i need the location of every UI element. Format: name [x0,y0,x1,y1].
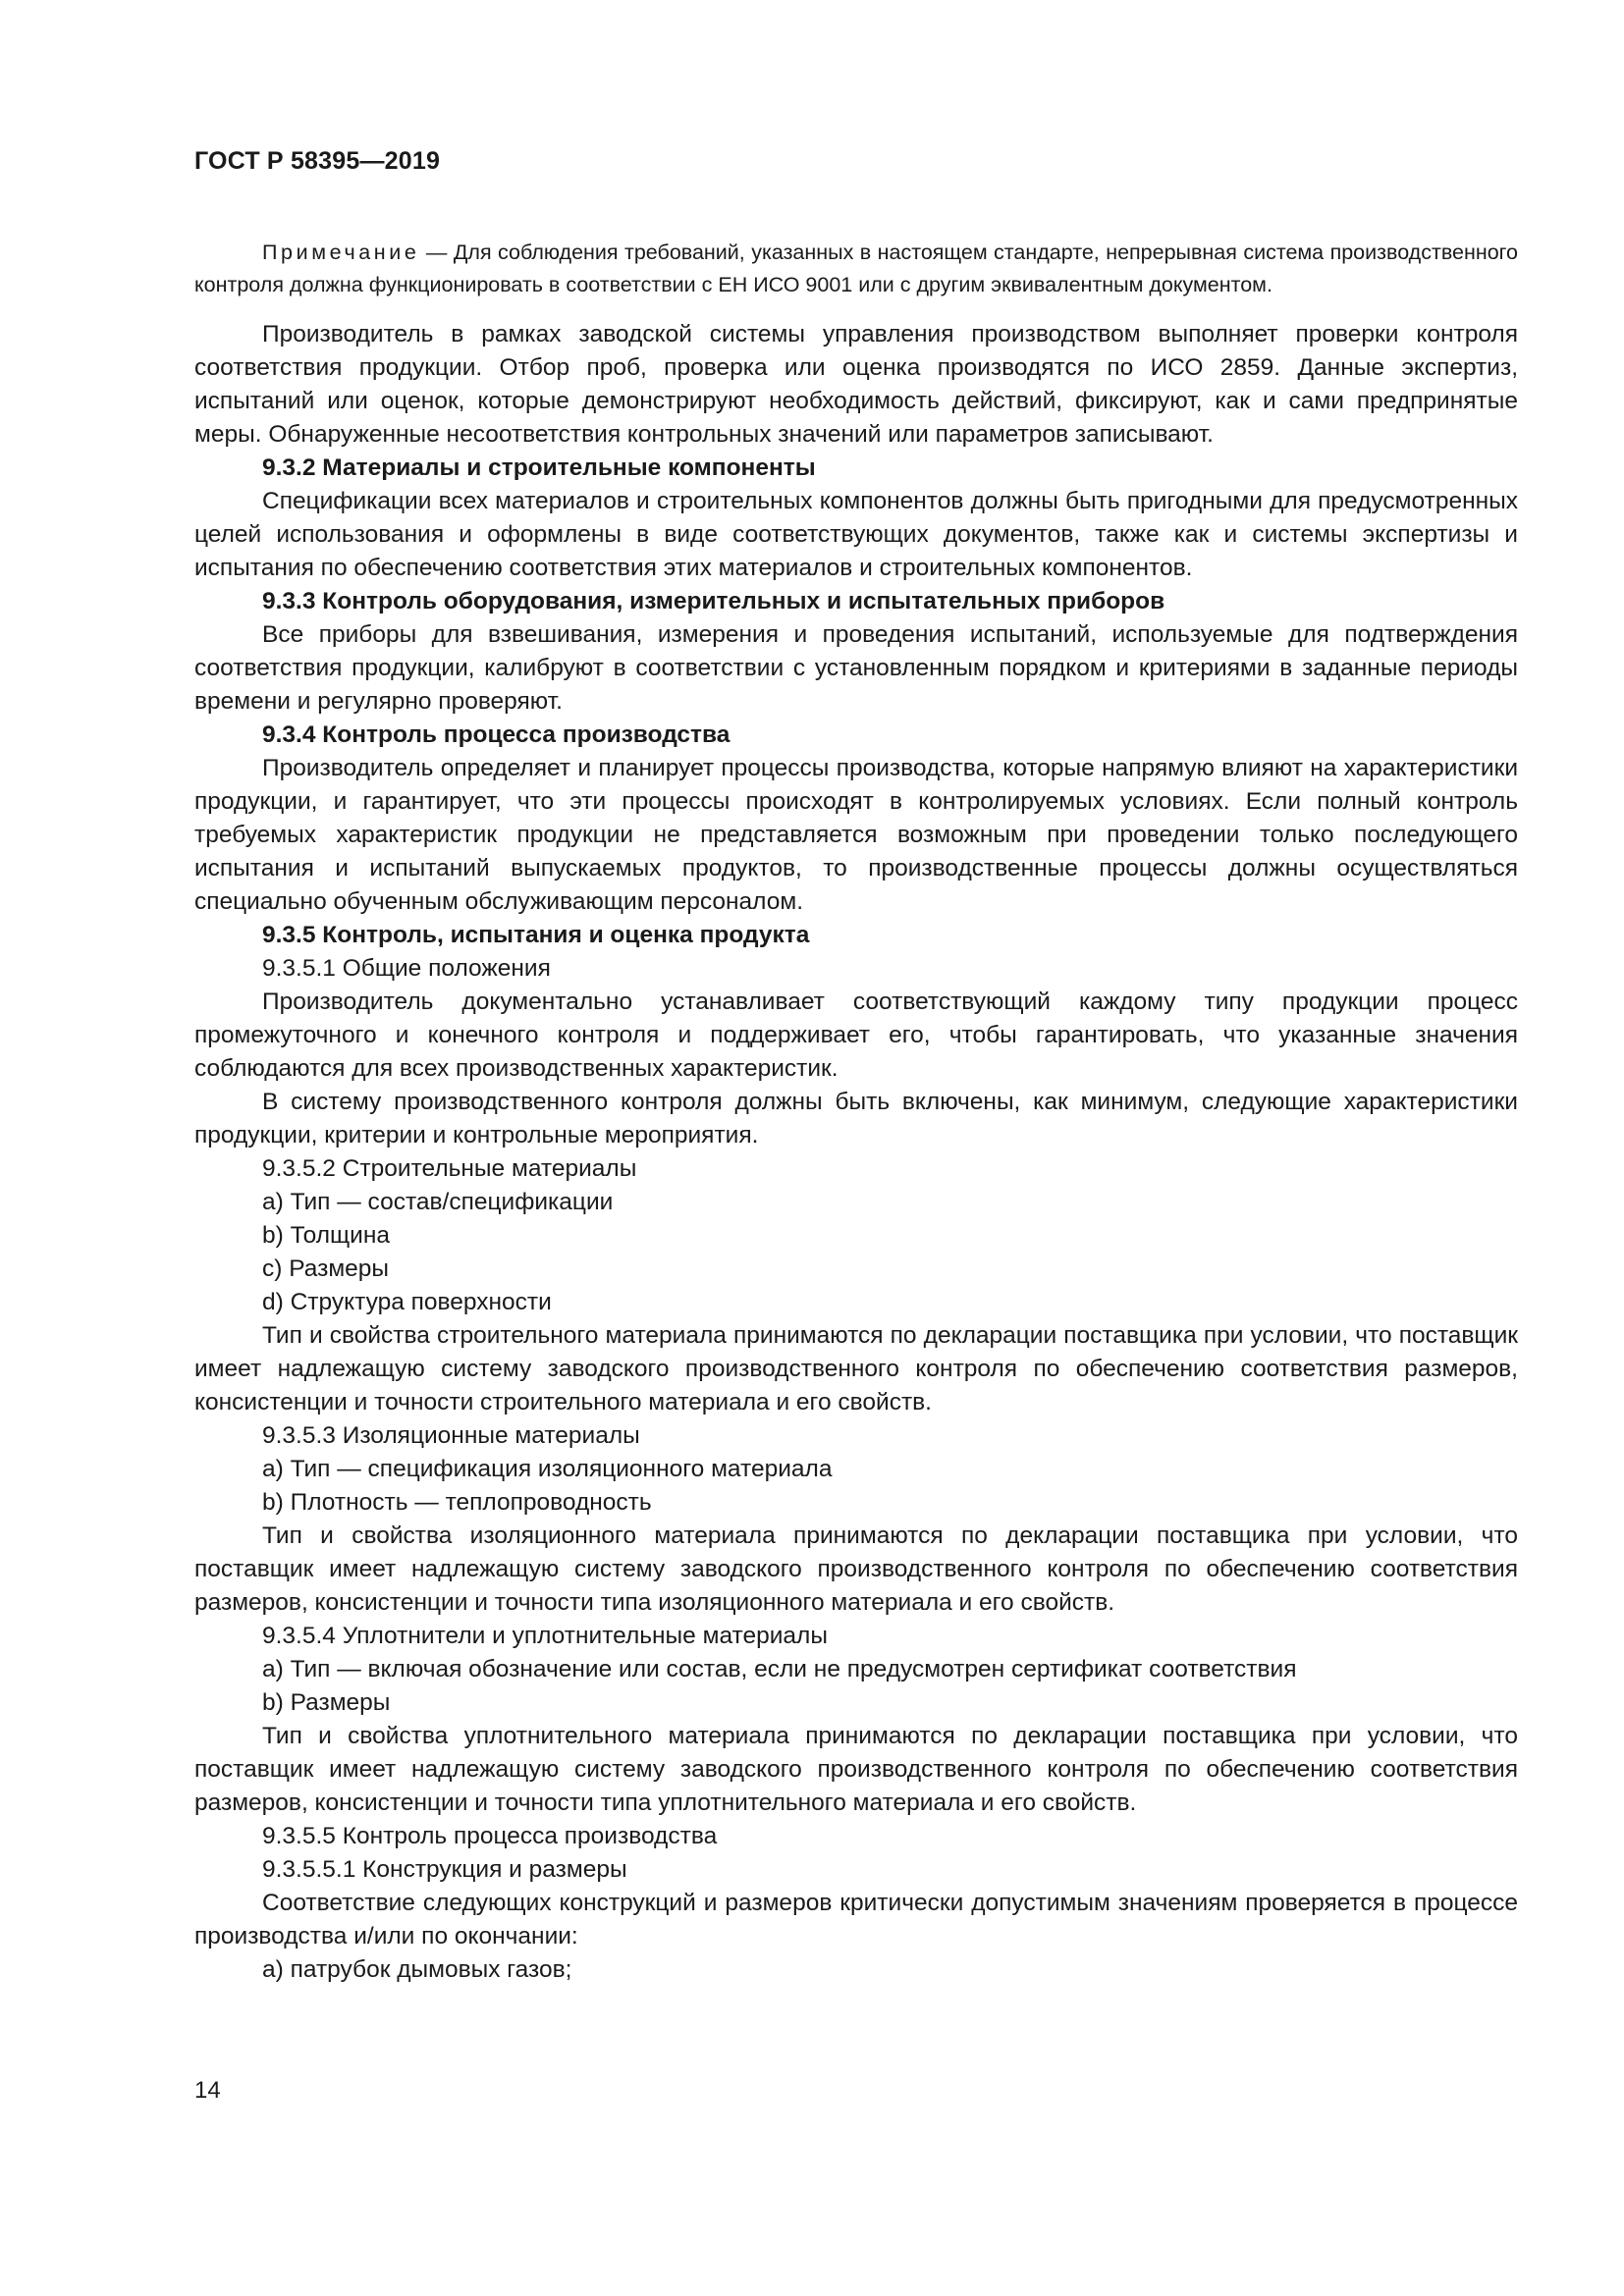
paragraph-9-3-5-5-1: Соответствие следующих конструкций и размеров критически допустимым значениям проверяется в процессе производства и/или по окончании: [194,1890,1518,1949]
paragraph-9-3-2: Спецификации всех материалов и строительных компонентов должны быть пригодными для предусмотренных целей использования и оформлены в виде соответствующих документов, также как и системы экспертизы и испытания по обеспечению соответствия этих материалов и строительных компонентов. [194,488,1518,581]
subsection-title-9-3-5-2: 9.3.5.2 Строительные материалы [262,1155,637,1182]
paragraph-9-3-5-3: Тип и свойства изоляционного материала принимаются по декларации поставщика при условии, что поставщик имеет надлежащую систему заводского производственного контроля по обеспечению соответствия размеров, консистенции и точности типа изоляционного материала и его свойств. [194,1522,1518,1616]
paragraph-9-3-5-4: Тип и свойства уплотнительного материала принимаются по декларации поставщика при условии, что поставщик имеет надлежащую систему заводского производственного контроля по обеспечению соответствия размеров, консистенции и точности типа уплотнительного материала и его свойств. [194,1723,1518,1816]
section-heading-9-3-5: 9.3.5 Контроль, испытания и оценка продукта [262,922,810,948]
subsection-title-9-3-5-5: 9.3.5.5 Контроль процесса производства [262,1823,718,1849]
section-heading-9-3-2: 9.3.2 Материалы и строительные компоненты [262,454,816,481]
note-text: — Для соблюдения требований, указанных в настоящем стандарте, непрерывная система производственного контроля должна функционировать в соответствии с ЕН ИСО 9001 или с другим эквивалентным документом. [194,240,1518,296]
paragraph-9-3-3: Все приборы для взвешивания, измерения и проведения испытаний, используемые для подтверждения соответствия продукции, калибруют в соответствии с установленным порядком и критериями в заданные периоды времени и регулярно проверяют. [194,621,1518,715]
section-heading-9-3-4: 9.3.4 Контроль процесса производства [262,721,731,748]
note-label: Примечание [262,240,420,264]
list-item: b) Плотность — теплопроводность [262,1489,652,1516]
subsection-title-9-3-5-4: 9.3.5.4 Уплотнители и уплотнительные материалы [262,1623,828,1649]
subsection-title-9-3-5-1: 9.3.5.1 Общие положения [262,955,551,982]
paragraph-9-3-5-1-a: Производитель документально устанавливает соответствующий каждому типу продукции процесс промежуточного и конечного контроля и поддерживает его, чтобы гарантировать, что указанные значения соблюдаются для всех производственных характеристик. [194,988,1518,1082]
page-number: 14 [194,2077,221,2104]
document-page [194,147,1518,1987]
list-item: d) Структура поверхности [262,1289,552,1315]
list-item: a) Тип — спецификация изоляционного материала [262,1456,833,1482]
list-item: a) Тип — включая обозначение или состав, если не предусмотрен сертификат соответствия [262,1656,1297,1682]
paragraph-9-3-5-1-b: В систему производственного контроля должны быть включены, как минимум, следующие характеристики продукции, критерии и контрольные мероприятия. [194,1089,1518,1148]
paragraph-9-3-5-2: Тип и свойства строительного материала принимаются по декларации поставщика при условии, что поставщик имеет надлежащую систему заводского производственного контроля по обеспечению соответствия размеров, консистенции и точности строительного материала и его свойств. [194,1322,1518,1415]
paragraph-9-3-4: Производитель определяет и планирует процессы производства, которые напрямую влияют на характеристики продукции, и гарантирует, что эти процессы происходят в контролируемых условиях. Если полный контроль требуемых характеристик продукции не представляется возможным при проведении только последующего испытания и испытаний выпускаемых продуктов, то производственные процессы должны осуществляться специально обученным обслуживающим персоналом. [194,755,1518,915]
list-item: a) патрубок дымовых газов; [262,1956,572,1983]
subsection-title-9-3-5-5-1: 9.3.5.5.1 Конструкция и размеры [262,1856,627,1883]
list-item: b) Толщина [262,1222,391,1249]
note-paragraph [194,237,1518,301]
list-item: b) Размеры [262,1689,391,1716]
subsection-title-9-3-5-3: 9.3.5.3 Изоляционные материалы [262,1422,640,1449]
paragraph-intro: Производитель в рамках заводской системы управления производством выполняет проверки контроля соответствия продукции. Отбор проб, проверка или оценка производятся по ИСО 2859. Данные экспертиз, испытаний или оценок, которые демонстрируют необходимость действий, фиксируют, как и сами предпринятые меры. Обнаруженные несоответствия контрольных значений или параметров записывают. [194,321,1518,448]
document-code-header: ГОСТ Р 58395—2019 [194,147,441,175]
list-item: a) Тип — состав/спецификации [262,1189,614,1215]
list-item: c) Размеры [262,1255,390,1282]
section-heading-9-3-3: 9.3.3 Контроль оборудования, измерительных и испытательных приборов [262,588,1165,614]
